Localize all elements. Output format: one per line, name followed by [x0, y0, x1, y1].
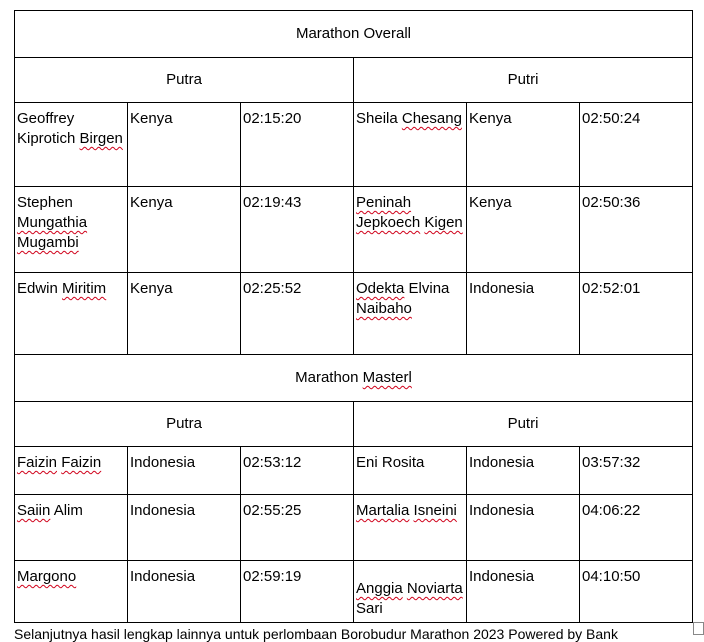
- male-time-cell: 02:15:20: [241, 103, 354, 187]
- athlete-name: Saiin Alim: [17, 502, 83, 519]
- male-time-cell: 02:55:25: [241, 495, 354, 561]
- female-country-cell: Indonesia: [467, 561, 580, 623]
- table-row: [15, 495, 693, 561]
- female-country-cell: Kenya: [467, 103, 580, 187]
- female-time-cell: 02:50:36: [580, 187, 693, 273]
- female-name-cell: [354, 495, 467, 561]
- female-time-cell: 04:06:22: [580, 495, 693, 561]
- male-time-cell: 02:59:19: [241, 561, 354, 623]
- results-table: [14, 10, 693, 623]
- male-country-cell: Kenya: [128, 103, 241, 187]
- male-name-cell: [15, 561, 128, 623]
- table-row: [15, 187, 693, 273]
- male-name-cell: [15, 103, 128, 187]
- male-country-cell: Kenya: [128, 273, 241, 355]
- male-time-cell: 02:25:52: [241, 273, 354, 355]
- female-name-cell: [354, 447, 467, 495]
- male-country-cell: Indonesia: [128, 495, 241, 561]
- master-putra-header: Putra: [15, 402, 354, 447]
- athlete-name: Edwin Miritim: [17, 280, 107, 297]
- male-time-cell: 02:19:43: [241, 187, 354, 273]
- male-name-cell: [15, 447, 128, 495]
- male-country-cell: Kenya: [128, 187, 241, 273]
- athlete-name: Odekta Elvina Naibaho: [356, 280, 450, 317]
- male-country-cell: Indonesia: [128, 561, 241, 623]
- overall-section-title: Marathon Overall: [15, 11, 693, 58]
- athlete-name: Anggia Noviarta Sari: [356, 580, 463, 617]
- male-name-cell: [15, 495, 128, 561]
- master-section-row: [15, 355, 693, 402]
- female-time-cell: 04:10:50: [580, 561, 693, 623]
- table-row: [15, 561, 693, 623]
- master-section-title: [15, 355, 693, 402]
- overall-section-row: [15, 11, 693, 58]
- athlete-name: Eni Rosita: [356, 454, 425, 471]
- female-country-cell: Kenya: [467, 187, 580, 273]
- athlete-name: Sheila Chesang: [356, 110, 462, 127]
- master-putri-header: Putri: [354, 402, 693, 447]
- female-time-cell: 03:57:32: [580, 447, 693, 495]
- athlete-name: Stephen Mungathia Mugambi: [17, 194, 88, 251]
- female-country-cell: Indonesia: [467, 447, 580, 495]
- overall-putra-header: Putra: [15, 58, 354, 103]
- table-row: [15, 447, 693, 495]
- male-name-cell: [15, 273, 128, 355]
- female-country-cell: Indonesia: [467, 273, 580, 355]
- athlete-name: Martalia Isneini: [356, 502, 457, 519]
- male-country-cell: Indonesia: [128, 447, 241, 495]
- master-group-row: [15, 402, 693, 447]
- female-country-cell: Indonesia: [467, 495, 580, 561]
- female-name-cell: [354, 273, 467, 355]
- male-name-cell: [15, 187, 128, 273]
- female-name-cell: [354, 187, 467, 273]
- female-name-cell: [354, 103, 467, 187]
- master-title-text: Marathon Masterl: [295, 369, 412, 386]
- overall-group-row: [15, 58, 693, 103]
- page-corner-marker: [693, 622, 704, 635]
- athlete-name: Margono: [17, 568, 77, 585]
- female-time-cell: 02:50:24: [580, 103, 693, 187]
- overall-putri-header: Putri: [354, 58, 693, 103]
- table-row: [15, 273, 693, 355]
- female-name-cell: [354, 561, 467, 623]
- athlete-name: Geoffrey Kiprotich Birgen: [17, 110, 123, 147]
- female-time-cell: 02:52:01: [580, 273, 693, 355]
- male-time-cell: 02:53:12: [241, 447, 354, 495]
- athlete-name: Faizin Faizin: [17, 454, 102, 471]
- footnote-text: Selanjutnya hasil lengkap lainnya untuk perlombaan Borobudur Marathon 2023 Powered by Bank: [14, 626, 618, 642]
- table-row: [15, 103, 693, 187]
- athlete-name: Peninah Jepkoech Kigen: [356, 194, 463, 231]
